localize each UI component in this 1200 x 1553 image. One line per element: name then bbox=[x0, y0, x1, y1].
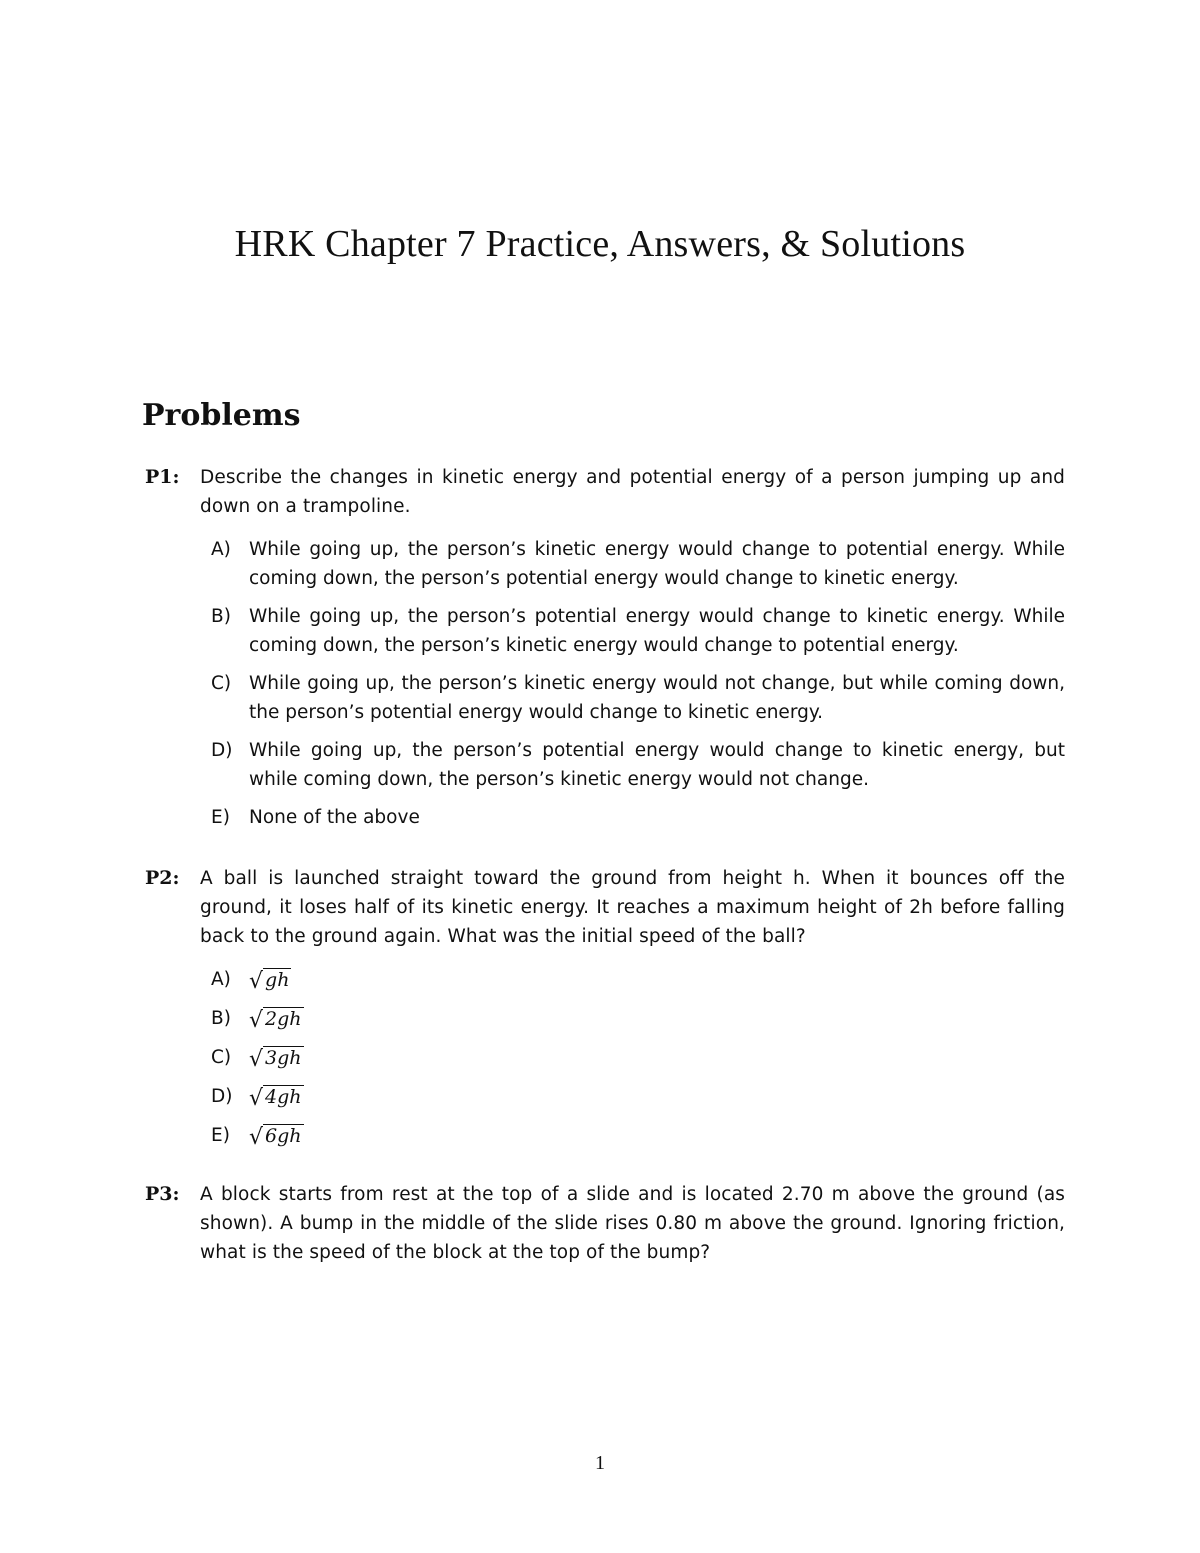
sqrt-icon: √ bbox=[249, 1125, 264, 1150]
sqrt-icon: √ bbox=[249, 969, 264, 994]
choice-letter: E) bbox=[211, 807, 230, 828]
sqrt-icon: √ bbox=[249, 1008, 264, 1033]
choice-text: While going up, the person’s kinetic energy would change to potential energy. While coming down, the person’s potential energy would change to kinetic energy. bbox=[249, 539, 1065, 589]
choice-letter: D) bbox=[211, 740, 233, 761]
sqrt-icon: √ bbox=[249, 1086, 264, 1111]
sqrt-expression bbox=[249, 1047, 304, 1072]
choice-e bbox=[211, 1121, 1065, 1151]
section-heading-problems: Problems bbox=[142, 398, 301, 433]
choice-letter: B) bbox=[211, 606, 231, 627]
choice-a bbox=[211, 965, 1065, 995]
choice-letter: E) bbox=[211, 1125, 230, 1146]
sqrt-icon: √ bbox=[249, 1047, 264, 1072]
choice-b bbox=[211, 1004, 1065, 1034]
radicand: 3gh bbox=[265, 1047, 302, 1069]
sqrt-expression bbox=[249, 969, 291, 994]
choice-e bbox=[211, 803, 1065, 832]
problem-text: A ball is launched straight toward the ground from height h. When it bounces off the ground, it loses half of its kinetic energy. It reaches a maximum height of 2h before falling back to the ground again. What was the initial speed of the ball? bbox=[200, 868, 1065, 947]
problem-text: A block starts from rest at the top of a slide and is located 2.70 m above the ground (as shown). A bump in the middle of the slide rises 0.80 m above the ground. Ignoring friction, what is the speed of the block at the top of the bump? bbox=[200, 1184, 1065, 1263]
problem-3 bbox=[145, 1180, 1065, 1267]
choice-letter: C) bbox=[211, 1047, 232, 1068]
problem-1 bbox=[145, 463, 1065, 841]
problem-label: P1: bbox=[145, 466, 180, 488]
choice-list bbox=[145, 965, 1065, 1151]
choice-text: While going up, the person’s potential energy would change to kinetic energy. While coming down, the person’s kinetic energy would change to potential energy. bbox=[249, 606, 1065, 656]
problem-label: P2: bbox=[145, 867, 180, 889]
sqrt-expression bbox=[249, 1125, 304, 1150]
choice-c bbox=[211, 1043, 1065, 1073]
choice-c bbox=[211, 669, 1065, 727]
problem-2 bbox=[145, 864, 1065, 1160]
page-number: 1 bbox=[595, 1452, 605, 1474]
choice-letter: B) bbox=[211, 1008, 231, 1029]
sqrt-expression bbox=[249, 1008, 304, 1033]
choice-text: None of the above bbox=[249, 807, 420, 828]
choice-text: While going up, the person’s potential energy would change to kinetic energy, but while coming down, the person’s kinetic energy would not change. bbox=[249, 740, 1065, 790]
choice-letter: C) bbox=[211, 673, 232, 694]
sqrt-expression bbox=[249, 1086, 304, 1111]
choice-letter: D) bbox=[211, 1086, 233, 1107]
choice-b bbox=[211, 602, 1065, 660]
choice-d bbox=[211, 1082, 1065, 1112]
radicand: 6gh bbox=[265, 1125, 302, 1147]
page-title: HRK Chapter 7 Practice, Answers, & Solutions bbox=[234, 223, 966, 265]
choice-letter: A) bbox=[211, 539, 231, 560]
choice-letter: A) bbox=[211, 969, 231, 990]
problem-text: Describe the changes in kinetic energy and potential energy of a person jumping up and down on a trampoline. bbox=[200, 467, 1065, 517]
choice-text: While going up, the person’s kinetic energy would not change, but while coming down, the person’s potential energy would change to kinetic energy. bbox=[249, 673, 1065, 723]
choice-list bbox=[145, 535, 1065, 832]
radicand: 2gh bbox=[265, 1008, 302, 1030]
choice-d bbox=[211, 736, 1065, 794]
radicand: 4gh bbox=[265, 1086, 302, 1108]
choice-a bbox=[211, 535, 1065, 593]
problem-label: P3: bbox=[145, 1183, 180, 1205]
radicand: gh bbox=[265, 969, 290, 991]
